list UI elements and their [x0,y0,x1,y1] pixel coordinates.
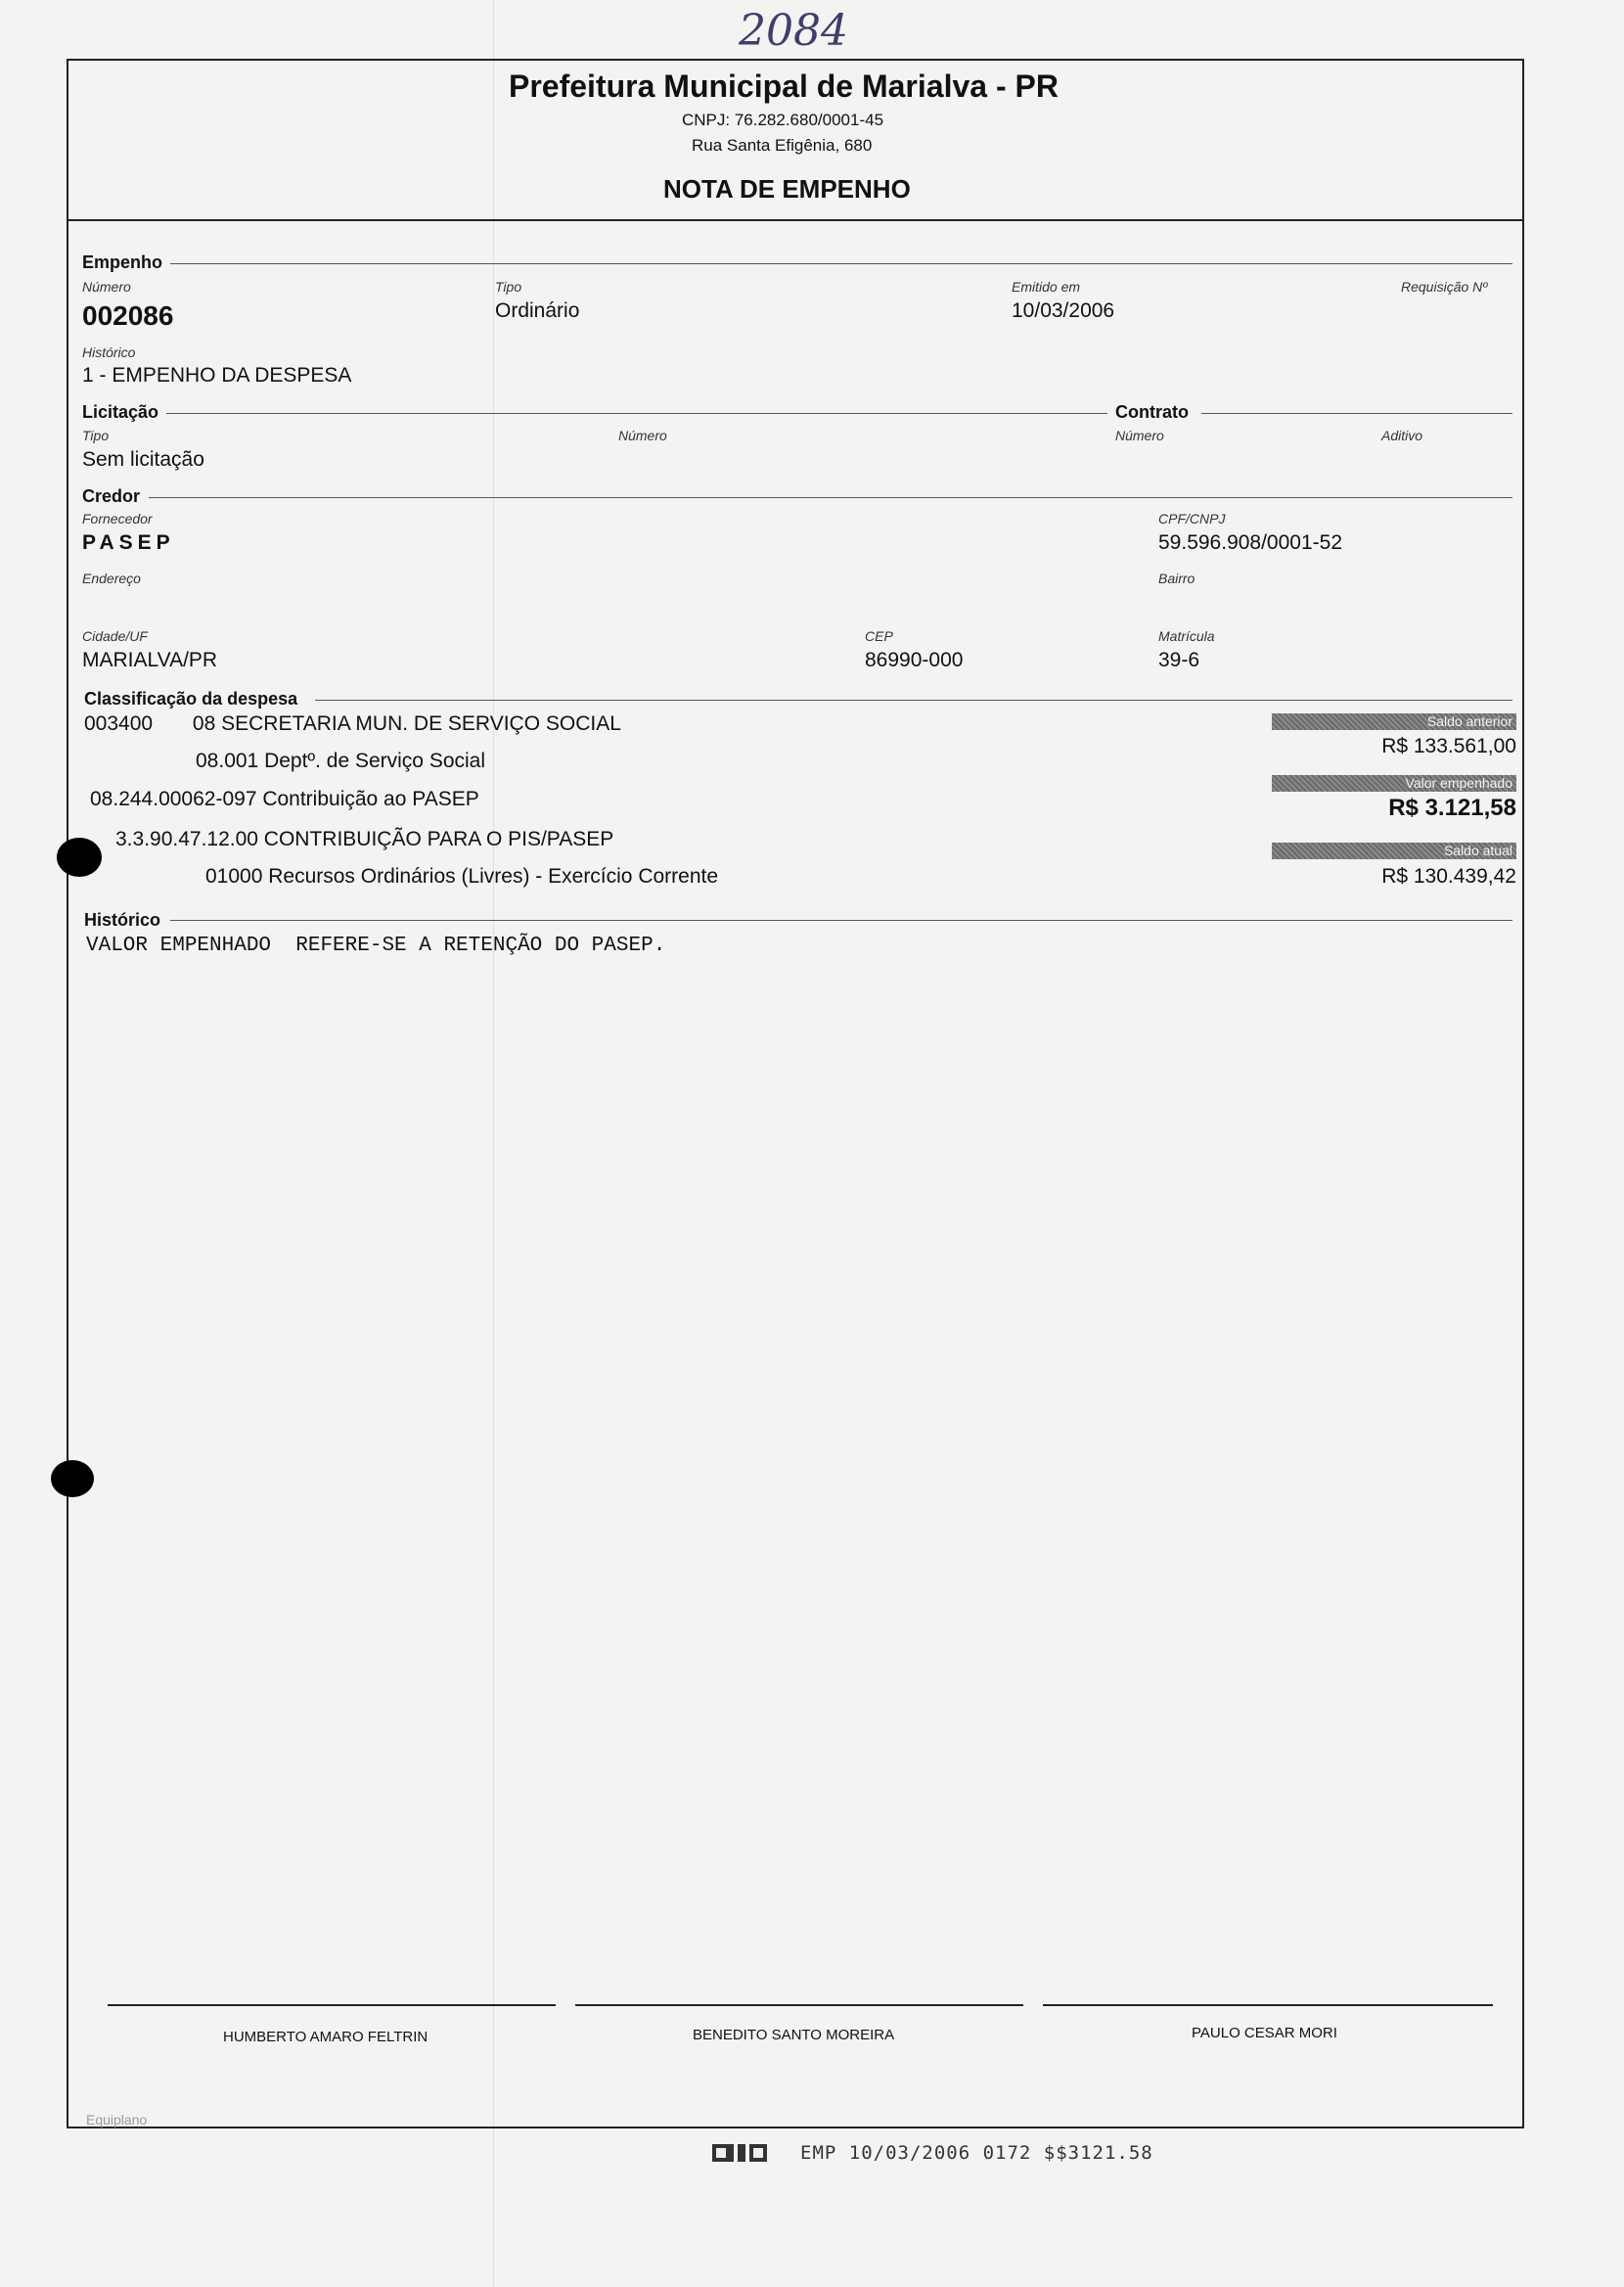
contrato-numero-label: Número [1115,428,1164,443]
software-brand: Equiplano [86,2112,148,2127]
cpf-value: 59.596.908/0001-52 [1158,531,1343,554]
emitido-value: 10/03/2006 [1012,299,1115,322]
section-rule [315,700,1512,701]
saldo-anterior-bar: Saldo anterior [1272,713,1516,730]
signature-line [575,2004,1023,2006]
endereco-label: Endereço [82,571,141,586]
empenho-number: 002086 [82,300,174,331]
classificacao-line-elemento: 3.3.90.47.12.00 CONTRIBUIÇÃO PARA O PIS/PASEP [115,828,614,850]
section-historico: Histórico [84,910,161,930]
municipality-title: Prefeitura Municipal de Marialva - PR [509,69,1059,104]
saldo-anterior-value: R$ 133.561,00 [1381,735,1516,757]
requisicao-label: Requisição Nº [1401,279,1488,295]
handwritten-page-number: 2084 [739,6,848,56]
section-rule [170,263,1512,264]
valor-empenhado-value: R$ 3.121,58 [1388,795,1516,821]
section-rule [166,413,1107,414]
cnpj-text: CNPJ: 76.282.680/0001-45 [682,111,884,129]
licitacao-numero-label: Número [618,428,667,443]
valor-empenhado-bar: Valor empenhado [1272,775,1516,792]
section-empenho: Empenho [82,252,163,272]
cpf-label: CPF/CNPJ [1158,511,1226,526]
signature-line [1043,2004,1493,2006]
punch-hole [57,838,102,877]
signature-name-2: BENEDITO SANTO MOREIRA [693,2027,895,2043]
section-rule [1201,413,1512,414]
tipo-label: Tipo [495,279,522,295]
classificacao-line-recurso: 01000 Recursos Ordinários (Livres) - Exercício Corrente [205,865,719,888]
tipo-value: Ordinário [495,299,580,322]
punch-hole [51,1460,94,1497]
classificacao-line-programa: 08.244.00062-097 Contribuição ao PASEP [90,788,479,810]
licitacao-tipo-label: Tipo [82,428,110,443]
address-text: Rua Santa Efigênia, 680 [692,136,873,155]
signature-name-3: PAULO CESAR MORI [1192,2025,1337,2041]
classificacao-line-unidade: 003400 08 SECRETARIA MUN. DE SERVIÇO SOCIAL [84,712,621,735]
bairro-label: Bairro [1158,571,1195,586]
printer-logo-icon [712,2142,769,2164]
section-classificacao: Classificação da despesa [84,689,298,709]
signature-name-1: HUMBERTO AMARO FELTRIN [223,2029,429,2045]
fornecedor-label: Fornecedor [82,511,153,526]
section-rule [149,497,1512,498]
saldo-atual-value: R$ 130.439,42 [1381,865,1516,888]
cep-value: 86990-000 [865,649,964,671]
cidade-label: Cidade/UF [82,628,148,644]
matricula-label: Matrícula [1158,628,1215,644]
emitido-label: Emitido em [1012,279,1081,295]
header-divider [67,219,1524,221]
section-rule [170,920,1512,921]
section-licitacao: Licitação [82,402,159,422]
matricula-value: 39-6 [1158,649,1200,671]
cep-label: CEP [865,628,893,644]
signature-line [108,2004,556,2006]
historico-value: 1 - EMPENHO DA DESPESA [82,364,352,387]
saldo-atual-bar: Saldo atual [1272,843,1516,859]
section-contrato: Contrato [1115,402,1189,422]
document-title: NOTA DE EMPENHO [663,174,911,204]
fornecedor-value: PASEP [82,531,175,554]
classificacao-line-departamento: 08.001 Deptº. de Serviço Social [196,750,486,772]
mechanical-stamp: EMP 10/03/2006 0172 $$3121.58 [800,2142,1153,2164]
cidade-value: MARIALVA/PR [82,649,218,671]
contrato-aditivo-label: Aditivo [1381,428,1423,443]
historico-text: VALOR EMPENHADO REFERE-SE A RETENÇÃO DO PASEP. [86,935,666,957]
licitacao-tipo-value: Sem licitação [82,448,204,471]
numero-label: Número [82,279,131,295]
section-credor: Credor [82,486,141,506]
historico-label: Histórico [82,344,136,360]
